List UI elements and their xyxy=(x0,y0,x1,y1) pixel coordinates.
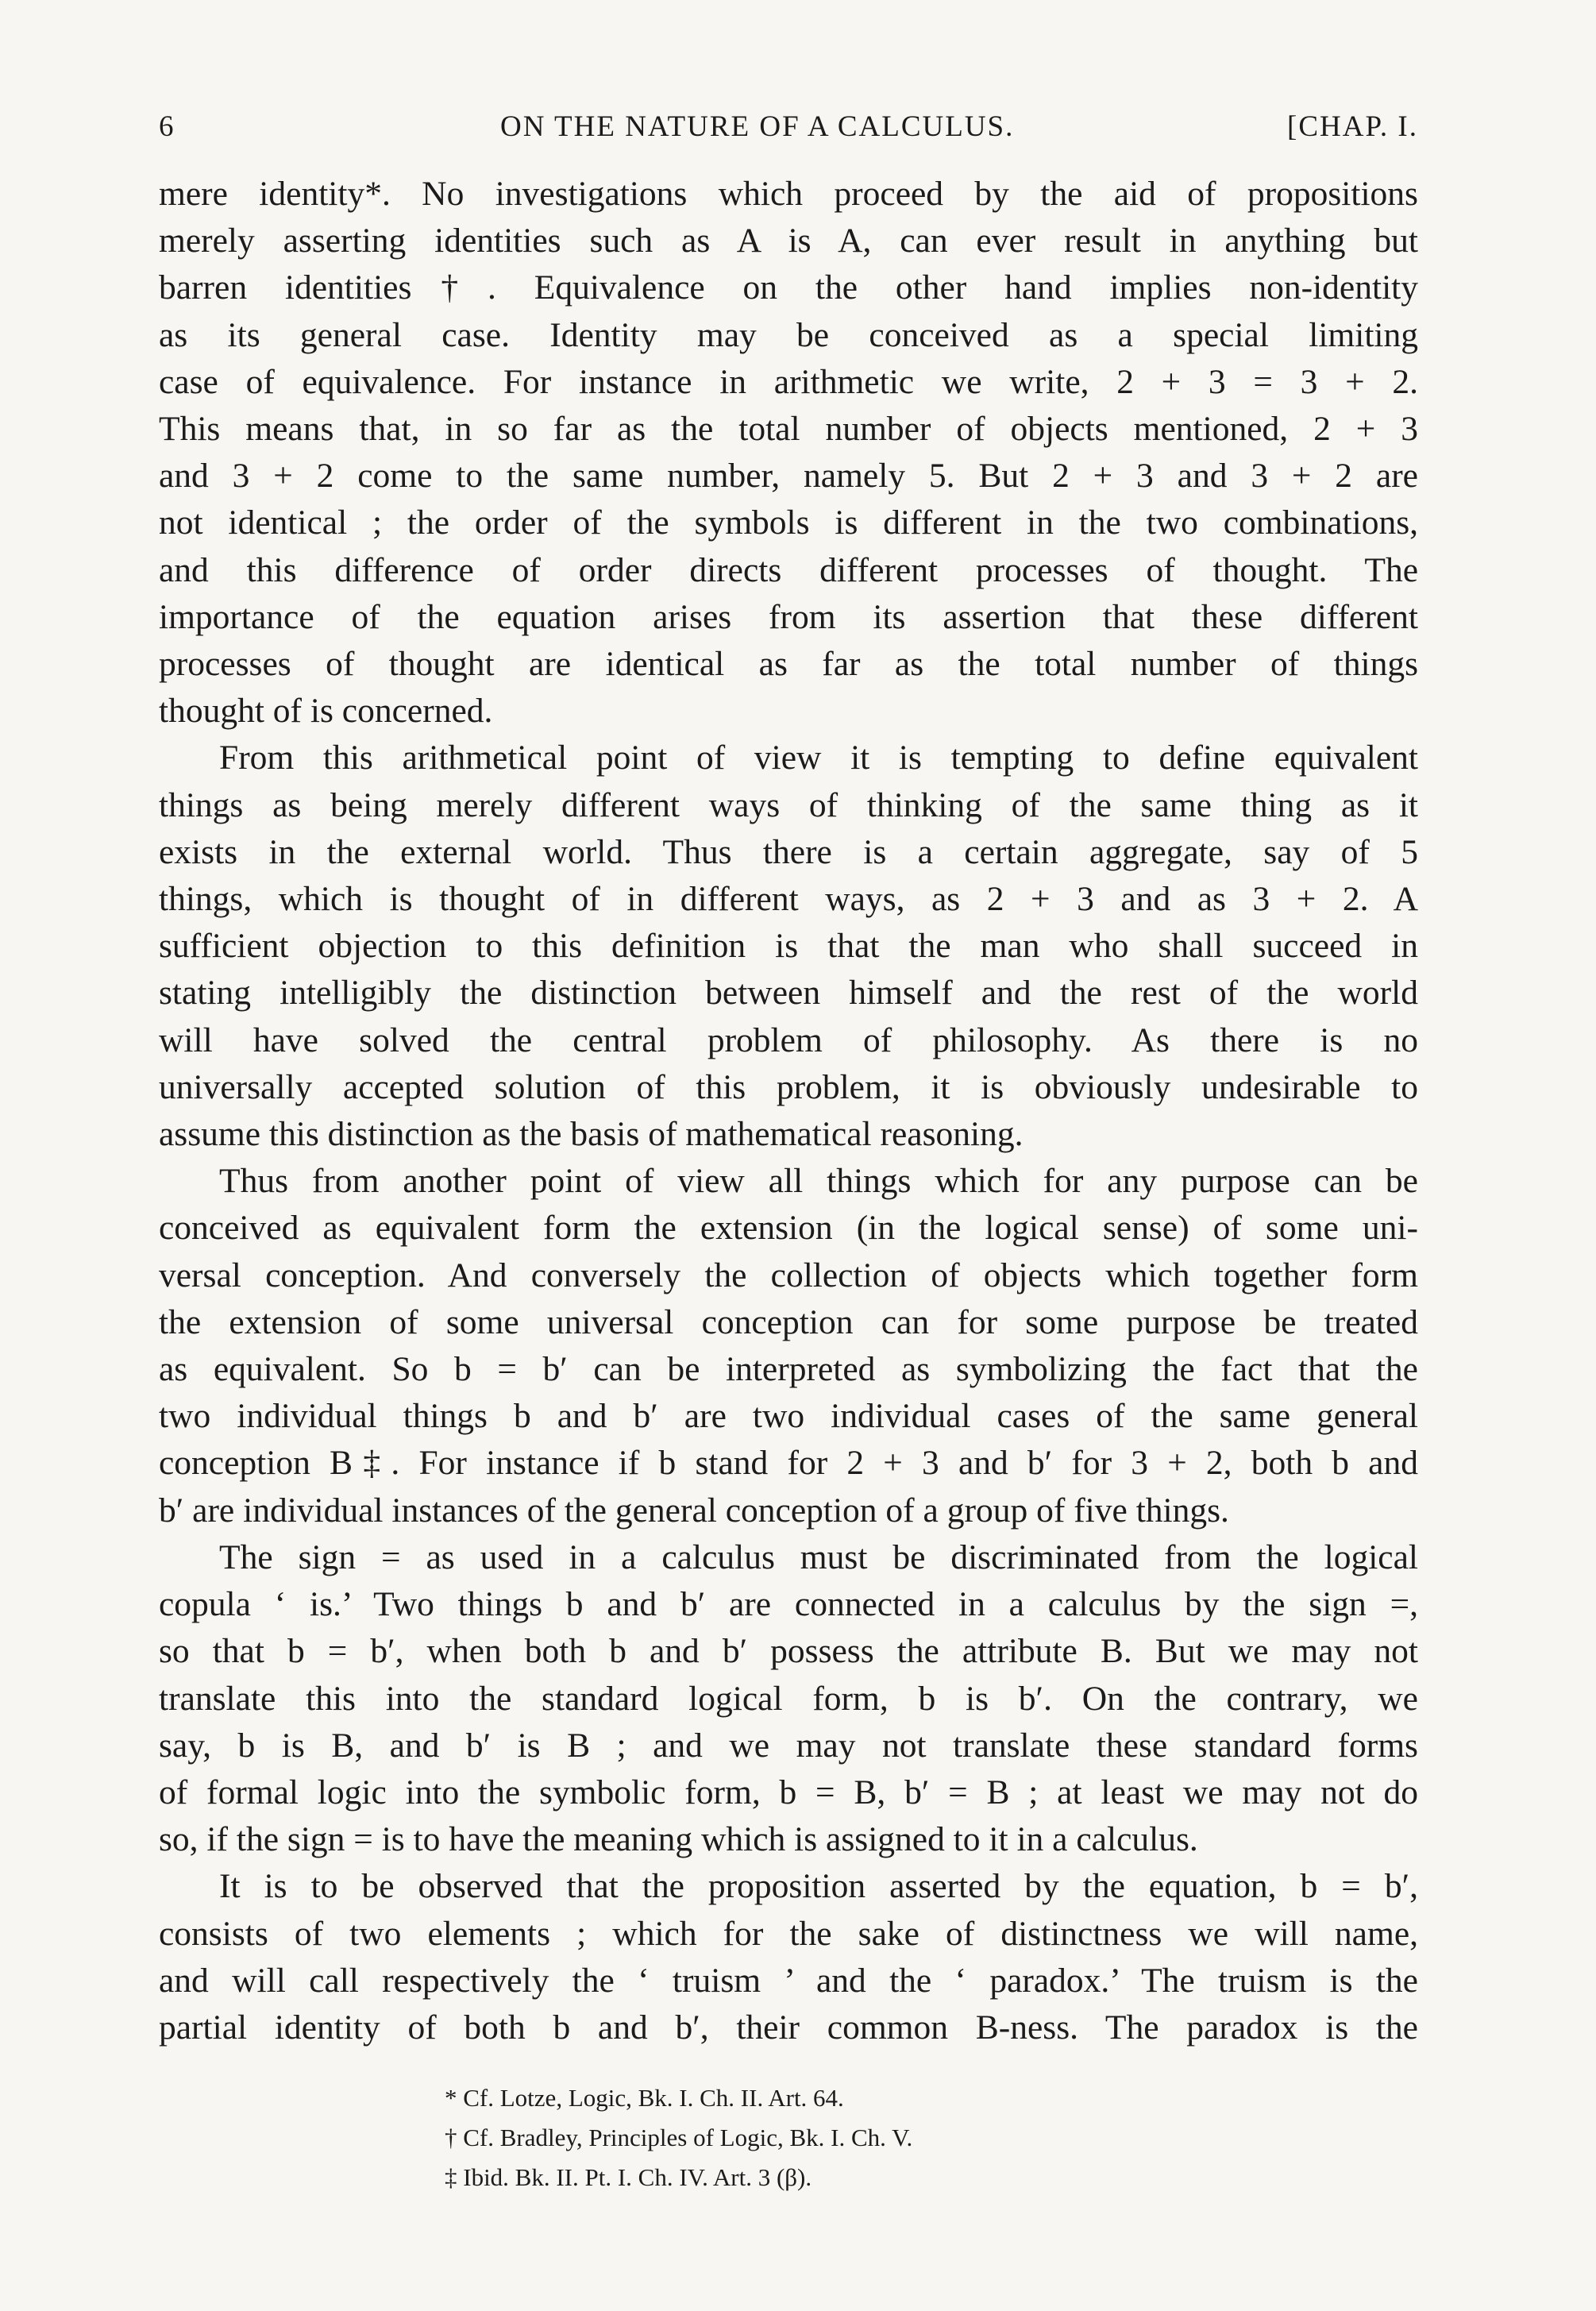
text-line: translate this into the standard logical form, b is b′. On the contrary, we xyxy=(159,1679,1418,1718)
text-line: will have solved the central problem of philosophy. As there is no xyxy=(159,1020,1418,1059)
text-line: barren identities†. Equivalence on the other hand implies non-identity xyxy=(159,268,1418,307)
running-header xyxy=(159,110,1418,157)
text-line: conceived as equivalent form the extension (in the logical sense) of some uni- xyxy=(159,1209,1418,1248)
text-line: merely asserting identities such as A is A, can ever result in anything but xyxy=(159,222,1418,260)
text-line: importance of the equation arises from its assertion that these different xyxy=(159,597,1418,636)
chapter-label: [CHAP. I. xyxy=(1287,110,1418,143)
text-line: From this arithmetical point of view it is tempting to define equivalent xyxy=(219,739,1418,777)
text-line: of formal logic into the symbolic form, b = B, b′ = B ; at least we may not do xyxy=(159,1773,1418,1811)
text-line: This means that, in so far as the total number of objects mentioned, 2 + 3 xyxy=(159,410,1418,449)
text-line: things, which is thought of in different ways, as 2 + 3 and as 3 + 2. A xyxy=(159,880,1418,919)
footnote: ‡ Ibid. Bk. II. Pt. I. Ch. IV. Art. 3 (β). xyxy=(445,2163,812,2191)
text-line: and 3 + 2 come to the same number, namely 5. But 2 + 3 and 3 + 2 are xyxy=(159,457,1418,496)
text-line: and will call respectively the ‘ truism ’ and the ‘ paradox.’ The truism is the xyxy=(159,1961,1418,2000)
text-line: and this difference of order directs different processes of thought. The xyxy=(159,550,1418,589)
text-line: assume this distinction as the basis of mathematical reasoning. xyxy=(159,1115,1024,1154)
text-line: Thus from another point of view all things which for any purpose can be xyxy=(219,1162,1418,1201)
text-line: sufficient objection to this definition is that the man who shall succeed in xyxy=(159,927,1418,966)
text-line: the extension of some universal conception can for some purpose be treated xyxy=(159,1302,1418,1341)
text-line: stating intelligibly the distinction between himself and the rest of the world xyxy=(159,974,1418,1013)
footnote: † Cf. Bradley, Principles of Logic, Bk. I. Ch. V. xyxy=(445,2124,913,2151)
running-title: ON THE NATURE OF A CALCULUS. xyxy=(500,110,1015,143)
text-line: versal conception. And conversely the collection of objects which together form xyxy=(159,1256,1418,1294)
page-number: 6 xyxy=(159,110,175,143)
text-line: conception B‡. For instance if b stand for 2 + 3 and b′ for 3 + 2, both b and xyxy=(159,1444,1418,1483)
text-line: The sign = as used in a calculus must be discriminated from the logical xyxy=(219,1537,1418,1576)
text-line: as equivalent. So b = b′ can be interpreted as symbolizing the fact that the xyxy=(159,1350,1418,1389)
text-line: consists of two elements ; which for the sake of distinctness we will name, xyxy=(159,1914,1418,1953)
text-line: so, if the sign = is to have the meaning which is assigned to it in a calculus. xyxy=(159,1820,1198,1859)
text-line: thought of is concerned. xyxy=(159,692,493,731)
text-line: things as being merely different ways of thinking of the same thing as it xyxy=(159,785,1418,824)
text-line: copula ‘ is.’ Two things b and b′ are connected in a calculus by the sign =, xyxy=(159,1585,1418,1624)
body-text xyxy=(159,171,1418,2051)
text-line: as its general case. Identity may be conceived as a special limiting xyxy=(159,315,1418,354)
text-line: b′ are individual instances of the general conception of a group of five things. xyxy=(159,1491,1229,1530)
text-line: It is to be observed that the proposition asserted by the equation, b = b′, xyxy=(219,1867,1418,1906)
text-line: say, b is B, and b′ is B ; and we may not translate these standard forms xyxy=(159,1726,1418,1765)
text-line: not identical ; the order of the symbols is different in the two combinations, xyxy=(159,503,1418,542)
text-line: case of equivalence. For instance in arithmetic we write, 2 + 3 = 3 + 2. xyxy=(159,362,1418,401)
text-line: so that b = b′, when both b and b′ possess the attribute B. But we may not xyxy=(159,1632,1418,1671)
text-line: exists in the external world. Thus there is a certain aggregate, say of 5 xyxy=(159,832,1418,871)
footnotes xyxy=(445,2078,1397,2197)
text-line: partial identity of both b and b′, their common B-ness. The paradox is the xyxy=(159,2008,1418,2047)
footnote: * Cf. Lotze, Logic, Bk. I. Ch. II. Art. 64. xyxy=(445,2084,844,2112)
text-line: mere identity*. No investigations which proceed by the aid of propositions xyxy=(159,175,1418,213)
text-line: two individual things b and b′ are two individual cases of the same general xyxy=(159,1397,1418,1436)
text-line: universally accepted solution of this problem, it is obviously undesirable to xyxy=(159,1067,1418,1106)
text-line: processes of thought are identical as far as the total number of things xyxy=(159,645,1418,684)
